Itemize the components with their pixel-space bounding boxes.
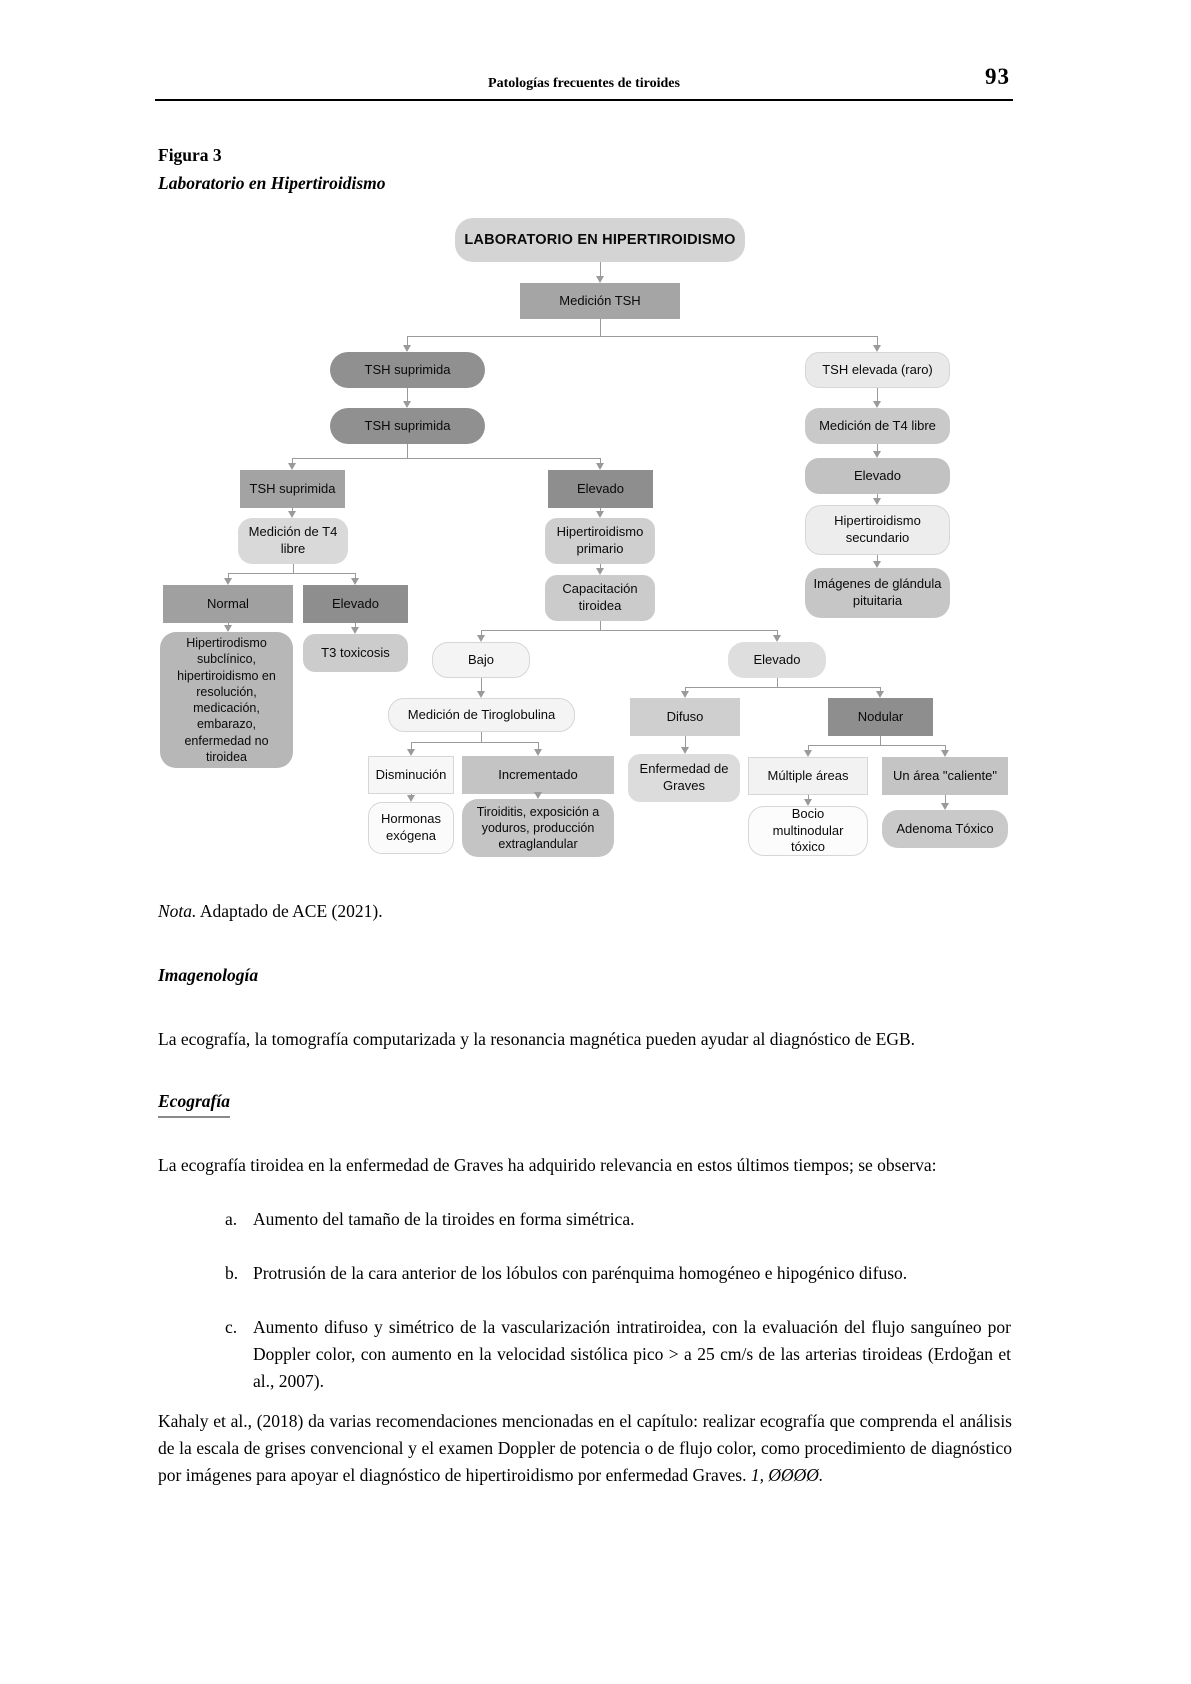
flowchart-arrowhead-icon [224, 625, 232, 632]
flowchart-arrowhead-icon [804, 750, 812, 757]
flowchart-arrowhead-icon [534, 749, 542, 756]
flowchart-node-multiple: Múltiple áreas [748, 757, 868, 795]
flowchart-node-medicion_tsh: Medición TSH [520, 283, 680, 319]
flowchart-connector-line [685, 687, 881, 688]
flowchart-arrowhead-icon [477, 691, 485, 698]
flowchart-node-hipert_sub: Hipertirodismo subclínico, hipertiroidismo en resolución, medicación, embarazo, enfermedad no tiroidea [160, 632, 293, 768]
figure-note-text: Adaptado de ACE (2021). [196, 901, 383, 921]
flowchart-node-med_t4_l: Medición de T4 libre [238, 518, 348, 564]
flowchart-connector-line [538, 742, 539, 749]
flowchart-arrowhead-icon [403, 401, 411, 408]
flowchart-arrowhead-icon [407, 795, 415, 802]
flowchart-arrowhead-icon [773, 635, 781, 642]
flowchart-node-tsh_sup3: TSH suprimida [240, 470, 345, 508]
flowchart-connector-line [411, 742, 539, 743]
list-item-a [225, 1206, 1012, 1233]
flowchart-connector-line [777, 678, 778, 687]
list-marker-b: b. [225, 1263, 239, 1283]
paragraph-closing-tail: 1, ØØØØ. [746, 1465, 824, 1485]
flowchart-connector-line [228, 573, 356, 574]
flowchart-arrowhead-icon [873, 451, 881, 458]
flowchart-arrowhead-icon [681, 691, 689, 698]
flowchart-arrowhead-icon [224, 578, 232, 585]
flowchart-connector-line [407, 388, 408, 401]
page-number: 93 [985, 64, 1010, 89]
flowchart-node-hipert_sec: Hipertiroidismo secundario [805, 505, 950, 555]
flowchart-node-hipert_prim: Hipertiroidismo primario [545, 518, 655, 564]
flowchart-arrowhead-icon [288, 463, 296, 470]
flowchart-node-elevado_t4: Elevado [303, 585, 408, 623]
flowchart-connector-line [600, 621, 601, 630]
flowchart-node-elevado_capt: Elevado [728, 642, 826, 678]
flowchart-connector-line [293, 564, 294, 573]
figure-caption: Laboratorio en Hipertiroidismo [158, 173, 386, 193]
flowchart-node-tsh_sup2: TSH suprimida [330, 408, 485, 444]
list-marker-a: a. [225, 1209, 238, 1229]
flowchart-connector-line [481, 630, 778, 631]
flowchart-node-disminucion: Disminución [368, 756, 454, 794]
flowchart-node-capt: Capacitación tiroidea [545, 575, 655, 621]
flowchart-connector-line [600, 319, 601, 336]
list-item-b [225, 1260, 1012, 1287]
flowchart-connector-line [808, 745, 945, 746]
flowchart-arrowhead-icon [873, 401, 881, 408]
flowchart-connector-line [945, 795, 946, 803]
flowchart-node-enf_graves: Enfermedad de Graves [628, 754, 740, 802]
section-heading-ecografia: Ecografía [158, 1088, 230, 1118]
paragraph-closing [158, 1408, 1012, 1489]
flowchart-arrowhead-icon [534, 792, 542, 799]
flowchart-arrowhead-icon [596, 463, 604, 470]
flowchart-arrowhead-icon [407, 749, 415, 756]
flowchart-arrowhead-icon [403, 345, 411, 352]
paragraph-imagenologia: La ecografía, la tomografía computarizada y la resonancia magnética pueden ayudar al diagnóstico de EGB. [158, 1029, 916, 1049]
flowchart-node-incrementado: Incrementado [462, 756, 614, 794]
list-text-a: Aumento del tamaño de la tiroides en forma simétrica. [253, 1209, 635, 1229]
flowchart-node-med_tiroglob: Medición de Tiroglobulina [388, 698, 575, 732]
flowchart-arrowhead-icon [941, 750, 949, 757]
flowchart-connector-line [407, 444, 408, 458]
flowchart-node-tsh_elev_raro: TSH elevada (raro) [805, 352, 950, 388]
flowchart-arrowhead-icon [288, 511, 296, 518]
flowchart-arrowhead-icon [477, 635, 485, 642]
flowchart-connector-line [880, 736, 881, 745]
flowchart-arrowhead-icon [351, 578, 359, 585]
section-heading-imagenologia: Imagenología [158, 965, 259, 985]
flowchart-node-bocio: Bocio multinodular tóxico [748, 806, 868, 856]
flowchart-connector-line [877, 336, 878, 345]
flowchart-node-elevado_r: Elevado [805, 458, 950, 494]
paragraph-ecografia-intro: La ecografía tiroidea en la enfermedad de Graves ha adquirido relevancia en estos últimos tiempos; se observa: [158, 1155, 937, 1175]
flowchart-node-caliente: Un área "caliente" [882, 757, 1008, 795]
flowchart-connector-line [407, 336, 408, 345]
flowchart-arrowhead-icon [876, 691, 884, 698]
flowchart-arrowhead-icon [941, 803, 949, 810]
flowchart-node-bajo: Bajo [432, 642, 530, 678]
flowchart-connector-line [411, 742, 412, 749]
list-text-b: Protrusión de la cara anterior de los lóbulos con parénquima homogéneo e hipogénico difuso. [253, 1263, 908, 1283]
flowchart-arrowhead-icon [596, 568, 604, 575]
flowchart-arrowhead-icon [873, 561, 881, 568]
flowchart-node-t3_tox: T3 toxicosis [303, 634, 408, 672]
flowchart-connector-line [481, 678, 482, 691]
flowchart-connector-line [685, 736, 686, 747]
flowchart-connector-line [877, 444, 878, 451]
flowchart-node-normal: Normal [163, 585, 293, 623]
flowchart-arrowhead-icon [351, 627, 359, 634]
list-item-c [225, 1314, 1012, 1395]
list-marker-c: c. [225, 1317, 238, 1337]
flowchart-connector-line [481, 732, 482, 742]
figure-label: Figura 3 [158, 145, 222, 165]
flowchart-node-tsh_sup1: TSH suprimida [330, 352, 485, 388]
paragraph-closing-text: Kahaly et al., (2018) da varias recomendaciones mencionadas en el capítulo: realizar ecografía que comprenda el análisis de la escala de grises convencional y el examen Doppler de potencia o de flujo color, como procedimiento de diagnóstico por imágenes para apoyar el diagnóstico de hipertiroidismo por enfermedad Graves. [158, 1411, 1012, 1485]
flowchart-node-adenoma: Adenoma Tóxico [882, 810, 1008, 848]
flowchart-arrowhead-icon [596, 511, 604, 518]
flowchart-node-hormonas: Hormonas exógena [368, 802, 454, 854]
flowchart-node-med_t4_r: Medición de T4 libre [805, 408, 950, 444]
flowchart-arrowhead-icon [681, 747, 689, 754]
list-text-c: Aumento difuso y simétrico de la vascularización intratiroidea, con la evaluación del flujo sanguíneo por Doppler color, con aumento en la velocidad sistólica pico > a 25 cm/s de las arterias tiroideas (Erdoğan et al., 2007). [253, 1317, 1011, 1391]
flowchart-node-title: LABORATORIO EN HIPERTIROIDISMO [455, 218, 745, 262]
flowchart-node-nodular: Nodular [828, 698, 933, 736]
flowchart-connector-line [292, 458, 601, 459]
flowchart-node-tiroiditis: Tiroiditis, exposición a yoduros, producción extraglandular [462, 799, 614, 857]
flowchart-arrowhead-icon [804, 799, 812, 806]
running-header: Patologías frecuentes de tiroides [488, 76, 680, 91]
figure-note [158, 898, 1010, 925]
flowchart-connector-line [600, 262, 601, 276]
figure-note-lead: Nota. [158, 901, 197, 921]
flowchart-node-difuso: Difuso [630, 698, 740, 736]
flowchart-node-elevado_mid: Elevado [548, 470, 653, 508]
flowchart-arrowhead-icon [596, 276, 604, 283]
flowchart-connector-line [407, 336, 878, 337]
flowchart-connector-line [877, 388, 878, 401]
flowchart-arrowhead-icon [873, 498, 881, 505]
flowchart-arrowhead-icon [873, 345, 881, 352]
flowchart-node-imag_pit: Imágenes de glándula pituitaria [805, 568, 950, 618]
